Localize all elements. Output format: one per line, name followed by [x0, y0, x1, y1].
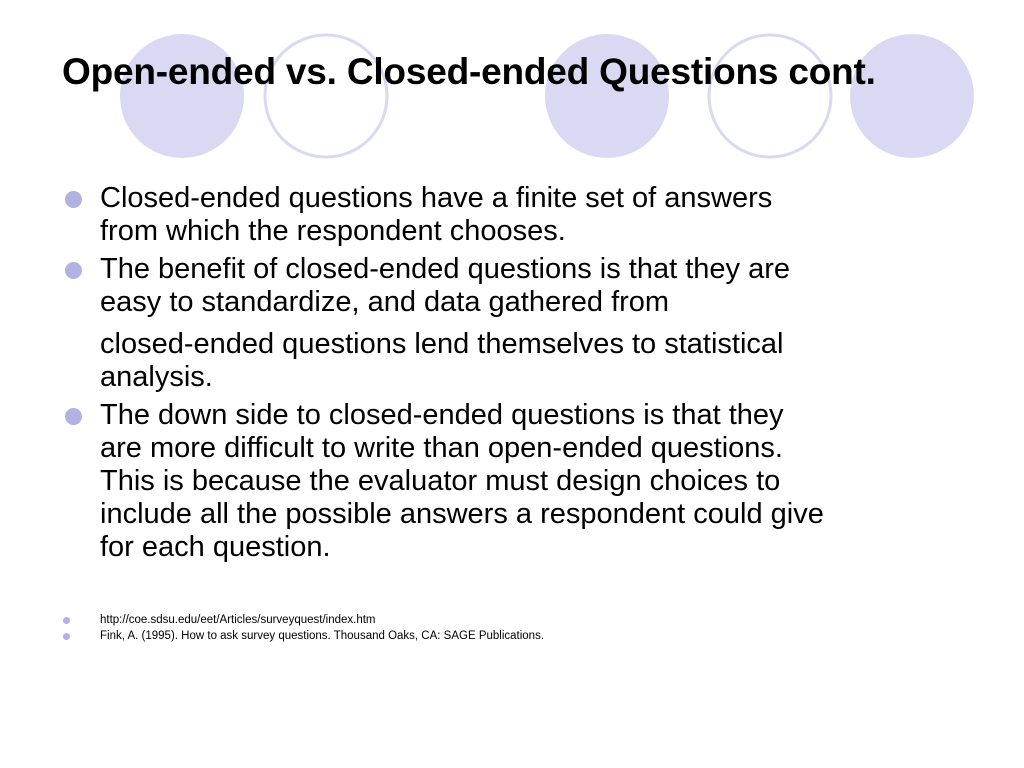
bullet-text-line: closed-ended questions lend themselves to statistical — [100, 328, 784, 360]
bullet-item-down-side — [64, 399, 964, 564]
bullet-text-line: include all the possible answers a respondent could give — [100, 498, 824, 530]
reference-url-text: http://coe.sdsu.edu/eet/Articles/surveyquest/index.htm — [100, 614, 376, 626]
bullet-text-line: The down side to closed-ended questions is that they — [100, 399, 784, 431]
bullet-list — [64, 182, 964, 569]
bullet-text-line: analysis. — [100, 361, 213, 393]
bullet-text-line: Closed-ended questions have a finite set of answers — [100, 182, 773, 214]
bullet-text-line: This is because the evaluator must design choices to — [100, 465, 781, 497]
bullet-text-line: from which the respondent chooses. — [100, 215, 566, 247]
bullet-item-benefit — [64, 253, 964, 394]
reference-list — [62, 612, 544, 644]
bullet-item-finite-answers — [64, 182, 964, 248]
bullet-text-line: easy to standardize, and data gathered from — [100, 286, 670, 318]
bullet-dot-icon — [63, 617, 70, 624]
bullet-text-line: for each question. — [100, 531, 331, 563]
reference-citation — [62, 628, 544, 644]
slide-title: Open-ended vs. Closed-ended Questions cont. — [62, 51, 876, 92]
bullet-dot-icon — [65, 262, 82, 279]
reference-url — [62, 612, 544, 628]
bullet-dot-icon — [63, 633, 70, 640]
bullet-text-line: The benefit of closed-ended questions is that they are — [100, 253, 790, 285]
bullet-dot-icon — [65, 408, 82, 425]
bullet-dot-icon — [65, 191, 82, 208]
bullet-text-line: are more difficult to write than open-ended questions. — [100, 432, 783, 464]
reference-citation-text: Fink, A. (1995). How to ask survey questions. Thousand Oaks, CA: SAGE Publications. — [100, 630, 545, 642]
